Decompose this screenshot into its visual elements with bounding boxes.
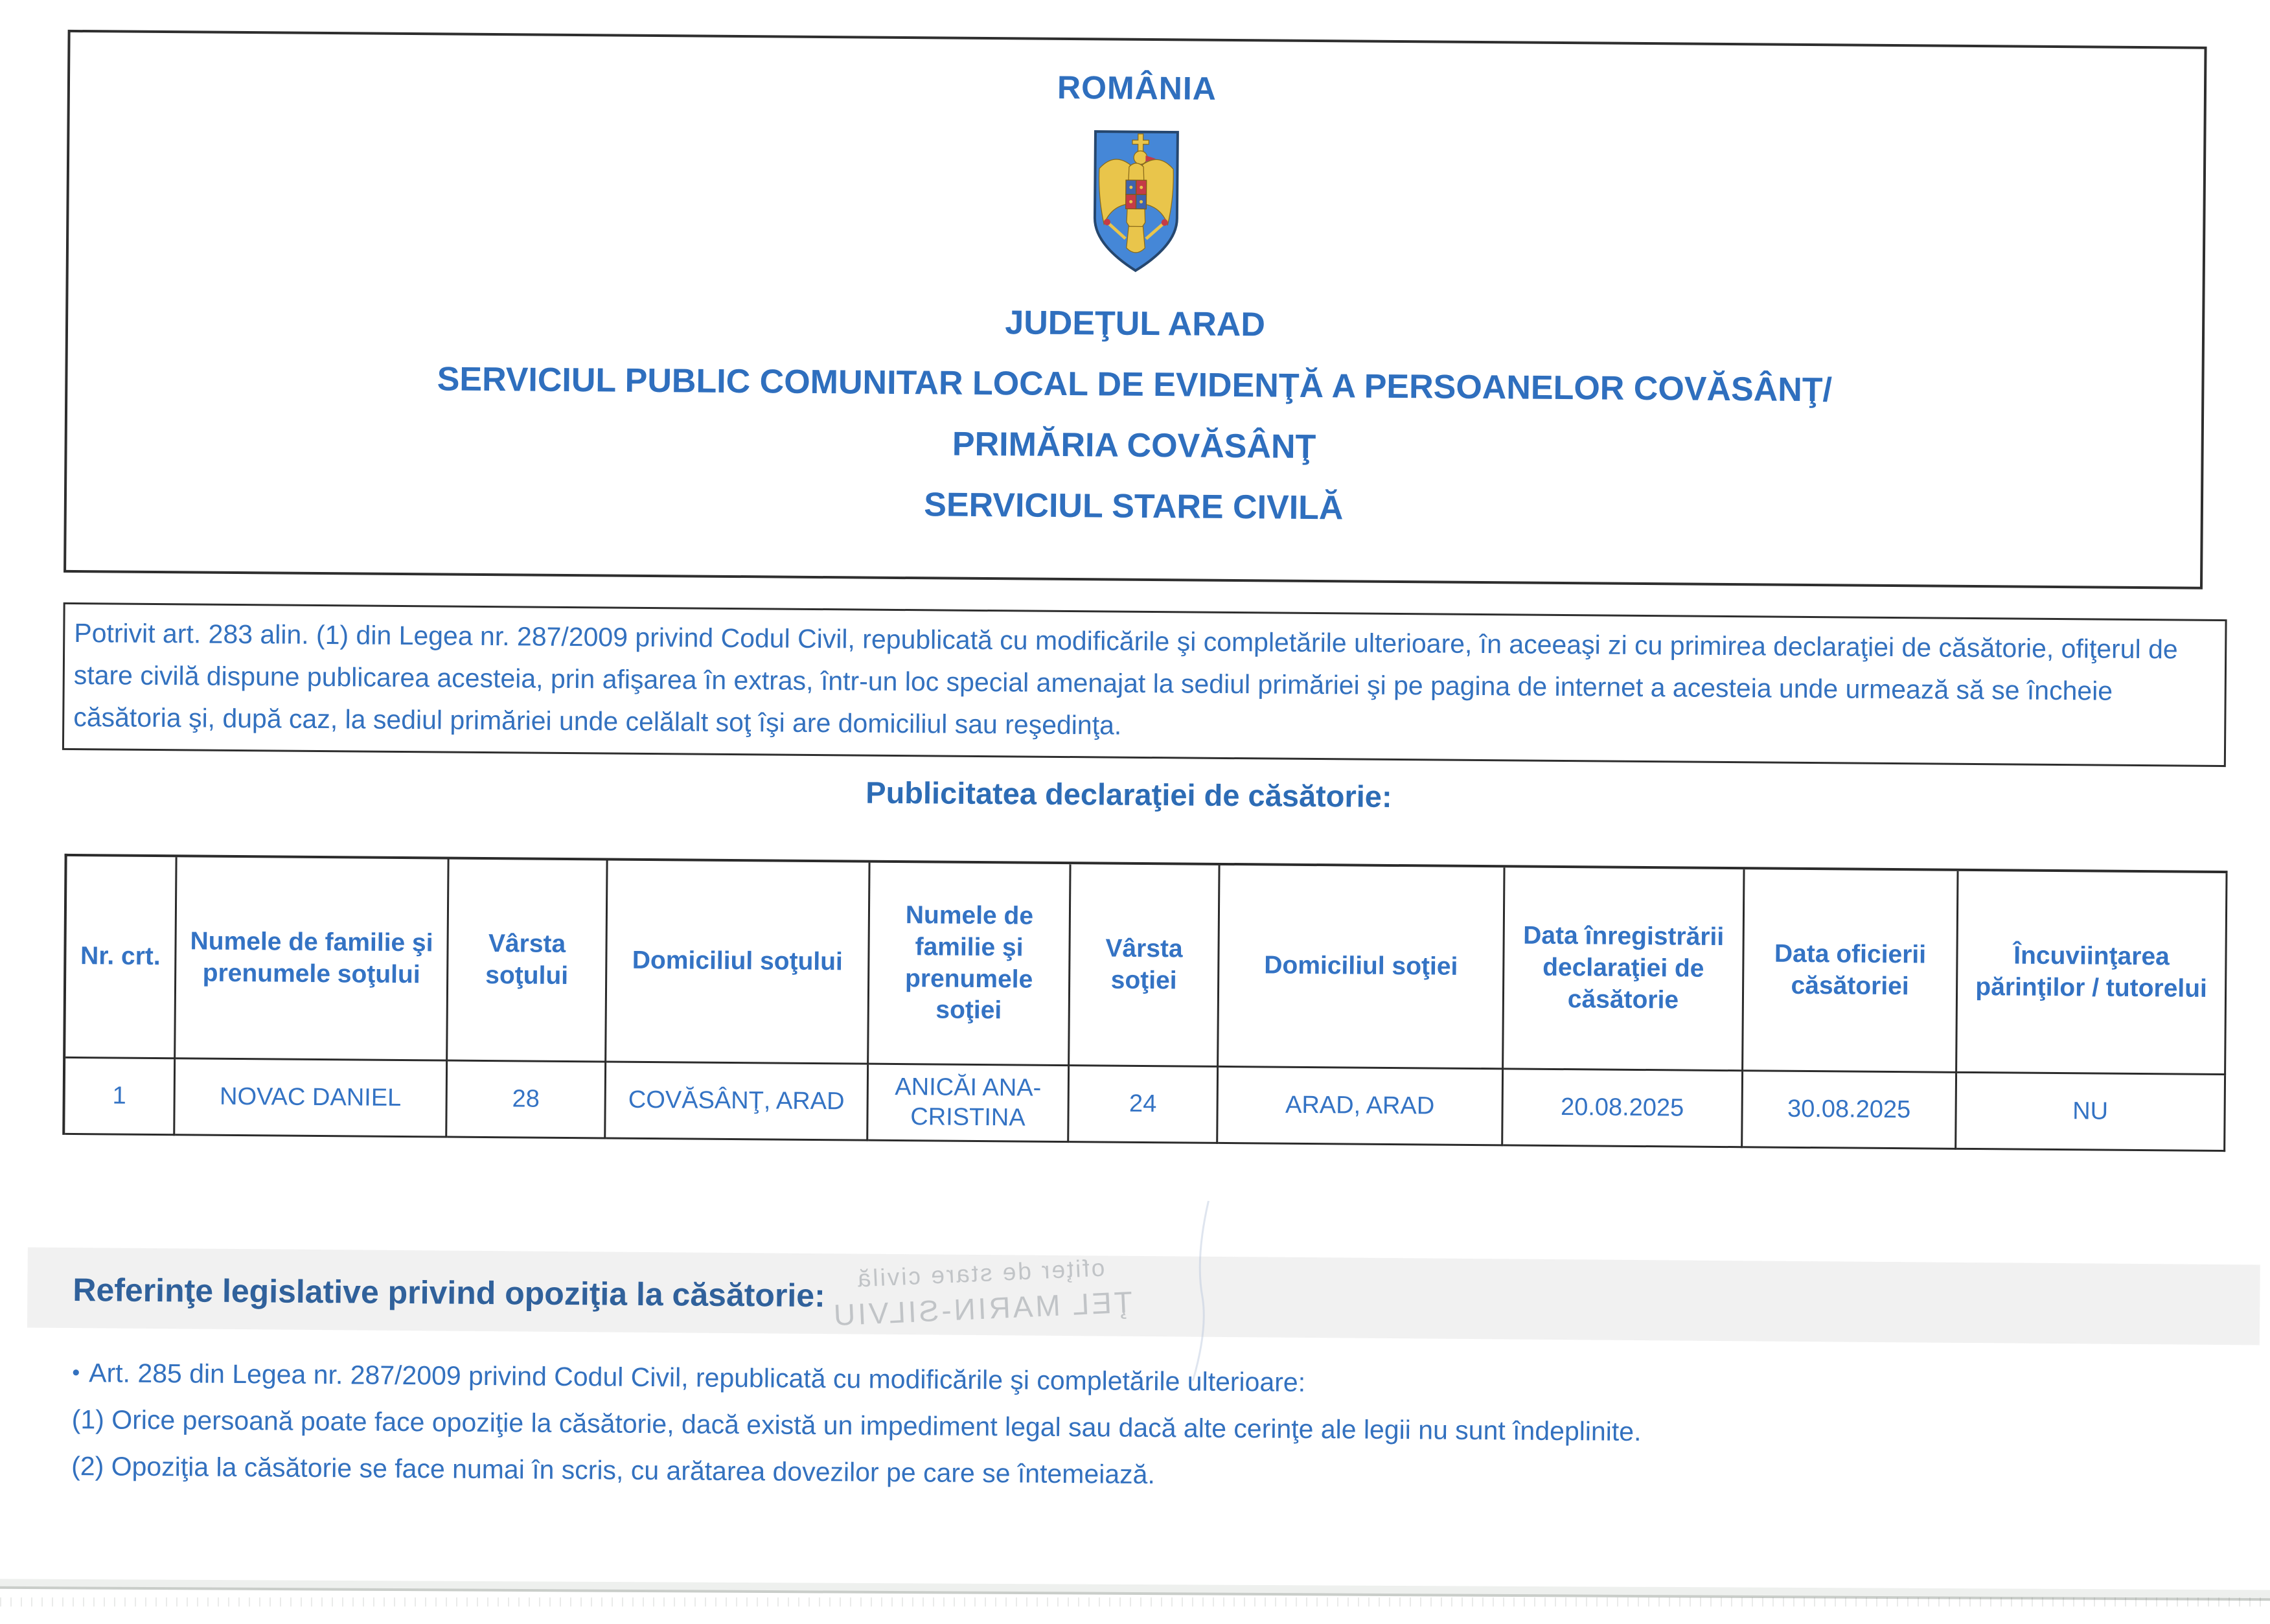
col-header-nr-crt: Nr. crt.: [65, 856, 177, 1059]
legal-item-2: (2) Opoziţia la căsătorie se face numai în scris, cu arătarea dovezilor pe care se întemeiază.: [71, 1450, 1156, 1490]
marriage-declaration-table: [62, 854, 2227, 1152]
col-header-varsta-sotie: Vârsta soţiei: [1070, 864, 1220, 1068]
table-row-cell-domiciliu-sotie: ARAD, ARAD: [1218, 1068, 1504, 1146]
table-row-cell-data-inreg: 20.08.2025: [1503, 1069, 1743, 1148]
col-header-incuviintare: Încuviinţarea părinţilor / tutorelui: [1957, 871, 2227, 1075]
page-title: Publicitatea declaraţiei de căsătorie:: [866, 775, 1392, 814]
romania-coat-of-arms-icon: [1084, 123, 1189, 281]
legal-bullet-line: [72, 1358, 1305, 1398]
col-header-domiciliu-sot: Domiciliul soţului: [606, 860, 870, 1064]
intro-paragraph-text: Potrivit art. 283 alin. (1) din Legea nr. 287/2009 privind Codul Civil, republicată cu modificările şi completările ulterioare, în aceeaşi zi cu primirea declaraţiei de căsătorie, ofiţerul de stare civilă dispune publicarea acesteia, prin afişarea în extras, într-un loc special amenajat la sediul primăriei şi pe pagina de internet a acesteia unde urmează să se încheie căsătoria şi, după caz, la sediul primăriei unde celălalt soţ îşi are domiciliul sau reşedinţa.: [73, 617, 2178, 740]
legal-item-1: (1) Orice persoană poate face opoziţie la căsătorie, dacă există un impediment legal sau dacă alte cerinţe ale legii nu sunt îndeplinite.: [71, 1404, 1642, 1447]
pen-stroke-artifact: [1168, 1200, 1228, 1382]
townhall-title: PRIMĂRIA COVĂSÂNŢ: [952, 425, 1316, 466]
institution-title: SERVICIUL PUBLIC COMUNITAR LOCAL DE EVIDENŢĂ A PERSOANELOR COVĂSÂNŢ/: [437, 360, 1833, 409]
col-header-domiciliu-sotie: Domiciliul soţiei: [1219, 865, 1505, 1069]
col-header-nume-sot: Numele de familie şi prenumele soţului: [176, 857, 449, 1061]
letterhead-box: [63, 30, 2207, 589]
table-row-cell-data-oficiere: 30.08.2025: [1743, 1071, 1957, 1150]
table-row-cell-incuviintare: NU: [1956, 1073, 2226, 1152]
table-row-cell-nr: 1: [65, 1058, 176, 1136]
col-header-nume-sotie: Numele de familie şi prenumele soţiei: [869, 863, 1071, 1066]
table-row-cell-nume-sotie: ANICĂI ANA-CRISTINA: [868, 1065, 1070, 1143]
col-header-data-inregistrare: Data înregistrării declaraţiei de căsătorie: [1504, 867, 1745, 1071]
table-row-cell-nume-sot: NOVAC DANIEL: [175, 1059, 448, 1138]
bullet-icon: •: [72, 1360, 80, 1386]
bleed-through-line2: ŢEL MARIN-SILVIU: [830, 1285, 1134, 1332]
county-title: JUDEŢUL ARAD: [1005, 304, 1266, 344]
col-header-data-oficiere: Data oficierii căsătoriei: [1743, 869, 1958, 1073]
civil-service-title: SERVICIUL STARE CIVILĂ: [924, 486, 1344, 527]
table-row-cell-domiciliu-sot: COVĂSÂNŢ, ARAD: [606, 1062, 869, 1141]
col-header-varsta-sot: Vârsta soţului: [448, 860, 608, 1063]
legal-bullet-text: Art. 285 din Legea nr. 287/2009 privind Codul Civil, republicată cu modificările şi completările ulterioare:: [89, 1358, 1306, 1397]
table-row-cell-varsta-sot: 28: [447, 1062, 606, 1139]
table-row-cell-varsta-sotie: 24: [1069, 1066, 1219, 1144]
scan-edge-texture: [0, 1597, 2270, 1607]
bleed-through-line1: ofiţer de stare civilă: [854, 1254, 1106, 1292]
intro-paragraph-box: [62, 602, 2227, 768]
country-title: ROMÂNIA: [1057, 69, 1217, 107]
legal-references-heading: Referinţe legislative privind opoziţia la căsătorie:: [73, 1272, 825, 1314]
